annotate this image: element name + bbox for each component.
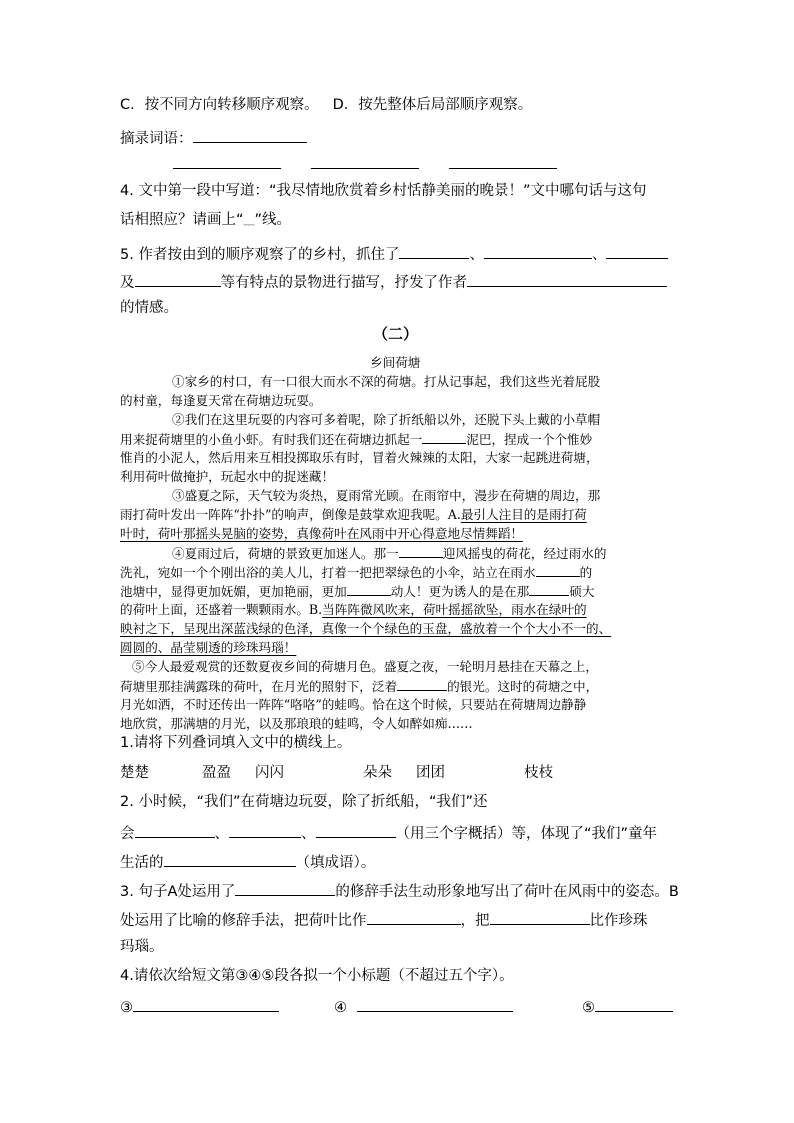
word-4: 朵朵 [363,765,392,781]
word-6: 枝枝 [524,765,553,781]
q5-line3: 的情感。 [120,300,178,316]
word-1: 楚楚 [120,765,149,781]
option-d: D．按先整体后局部顺序观察。 [332,97,533,113]
p4-line4 [120,601,587,620]
p4-line3-a: 池塘中，显得更加妩媚，更加艳丽，更加 [120,584,347,599]
p4-line2 [120,563,592,583]
q3-line3: 玛瑙。 [120,939,164,955]
p5-line2 [120,677,598,697]
q4-answer-5 [582,995,673,1018]
q2-line3 [120,850,375,873]
q2-text-a: 会 [120,826,135,842]
p2-line2-b: 泥巴，捏成一个个惟妙 [466,432,593,447]
q5-blank-5[interactable] [467,270,667,287]
q2-text-d: （填成语）。 [295,855,376,871]
p3-line1: ③盛夏之际，天气较为炎热，夏雨常光顾。在雨帘中，漫步在荷塘的周边，那 [172,488,601,503]
q4-blank-5[interactable] [595,995,673,1012]
extract-blank-3[interactable] [311,152,419,169]
q1-text: 1.请将下列叠词填入文中的横线上。 [120,735,352,751]
p4-blank-3[interactable] [347,582,391,596]
p4-blank-4[interactable] [529,582,569,596]
q3-text-b: 的修辞手法生动形象地写出了荷叶在风雨中的姿态。B [335,884,679,900]
p4-line1-b: 迎风摇曳的荷花，经过雨水的 [442,546,607,561]
q5-line2 [120,270,667,293]
p5-line4: 地欣赏，那满塘的月光，以及那琅琅的蛙鸣，令人如醉如痴…… [120,716,473,731]
q2-blank-1[interactable] [135,821,215,838]
q4-answer-4 [334,995,513,1018]
p2-line1: ②我们在这里玩耍的内容可多着呢，除了折纸船以外，还脱下头上戴的小草帽 [172,412,601,427]
p4-blank-1[interactable] [399,544,443,558]
p3-line2 [120,506,587,525]
p5-line2-b: 的银光。这时的荷塘之中， [447,679,599,694]
sentence-b-start: 当阵阵微风吹来，荷叶摇摇欲坠，雨水在绿叶的 [322,602,587,617]
q2-sep-2: 、 [301,826,316,842]
q3-blank-1[interactable] [235,879,335,896]
sentence-b-end: 圆圆的、晶莹剔透的珍珠玛瑙！ [120,640,297,655]
q4-answer-3 [120,995,279,1018]
p4-line1 [172,544,606,564]
p5-blank[interactable] [397,677,447,691]
p2-line2 [120,430,592,450]
q3-text-c: 处运用了比喻的修辞手法，把荷叶比作 [120,913,367,929]
q3-text-a: 3. 句子A处运用了 [120,884,236,900]
q2-text-c: 生活的 [120,855,164,871]
extract-blank-2[interactable] [173,152,281,169]
extract-label: 摘录词语： [120,131,193,147]
q2-blank-4[interactable] [164,850,296,867]
q5-blank-4[interactable] [135,270,221,287]
word-2: 盈盈 [202,765,231,781]
q2-blank-2[interactable] [229,821,301,838]
p4-blank-2[interactable] [536,563,580,577]
sentence-b-mid: 映衬之下，呈现出深蓝浅绿的色泽，真像一个个绿色的玉盘，盛放着一个个大小不一的、 [120,621,612,636]
q5-line1 [120,242,668,265]
p4-line1-a: ④夏雨过后，荷塘的景致更加迷人。那一 [172,546,399,561]
p5-line1: ⑤今人最爱观赏的还数夏夜乡间的荷塘月色。盛夏之夜，一轮明月悬挂在天幕之上， [132,659,598,674]
q3-text-e: 比作珍珠 [589,913,648,929]
extract-words-line [120,126,307,149]
q3-blank-3[interactable] [490,908,590,925]
q4-line2 [120,210,291,231]
p2-line3: 惟肖的小泥人，然后用来互相投掷取乐有时，冒着火辣辣的太阳，大家一起跳进荷塘， [120,450,599,465]
q3-blank-2[interactable] [367,908,461,925]
p1-line1: ①家乡的村口，有一口很大而水不深的荷塘。打从记事起，我们这些光着屁股 [172,374,601,389]
wavy-line-mark: ﹏ [243,214,255,227]
q5-blank-3[interactable] [606,242,668,259]
p2-line4: 利用荷叶做掩护，玩起水中的捉迷藏！ [120,469,335,484]
p2-line2-a: 用来捉荷塘里的小鱼小虾。有时我们还在荷塘边抓起一 [120,432,423,447]
q5-text-a: 5. 作者按由到的顺序观察了的乡村，抓住了 [120,247,400,263]
q3-line1 [120,879,679,902]
q2-line1: 2. 小时候，“我们”在荷塘边玩耍，除了折纸船，“我们”还 [120,794,488,810]
q5-text-c: 等有特点的景物进行描写，抒发了作者 [220,275,467,291]
p5-line3: 月光如洒，不时还传出一阵阵“咯咯”的蛙鸣。恰在这个时候，只要站在荷塘周边静静 [120,697,587,712]
sentence-a-start: 最引人注目的是雨打荷 [460,507,587,522]
q4-line1: 4. 文中第一段中写道：“我尽情地欣赏着乡村恬静美丽的晚景！”文中哪句话与这句 [120,183,647,199]
circle-5-marker: ⑤ [582,1000,595,1016]
q4-blank-4[interactable] [357,995,513,1012]
word-3: 闪闪 [255,765,284,781]
q5-sep-1: 、 [469,247,484,263]
p2-blank[interactable] [422,430,466,444]
p4-line2-a: 洗礼，宛如一个个刚出浴的美人儿，打着一把把翠绿色的小伞，站立在雨水 [120,565,536,580]
option-c-d-line [120,95,532,115]
p4-line4-a: 的荷叶上面，还盛着一颗颗雨水。B. [120,602,323,617]
q4-blank-3[interactable] [133,995,279,1012]
extract-blanks-row [173,152,557,175]
section-label: （二） [373,325,419,343]
sentence-a-end: 叶时，荷叶那摇头晃脑的姿势，真像荷叶在风雨中开心得意地尽情舞蹈！ [120,526,523,541]
word-5: 团团 [416,765,445,781]
q5-sep-2: 、 [591,247,607,263]
extract-blank-4[interactable] [449,152,557,169]
q2-blank-3[interactable] [316,821,396,838]
p4-line3-b: 动人！更为诱人的是在那 [390,584,530,599]
q2-line2 [120,821,657,844]
p3-line2-a: 雨打荷叶发出一阵阵“扑扑”的响声，倒像是鼓掌欢迎我呢。A. [120,507,461,522]
q4-line2-end: ”线。 [254,212,292,228]
circle-4-marker: ④ [334,1000,347,1016]
q4-part2-text: 4.请依次给短文第③④⑤段各拟一个小标题（不超过五个字）。 [120,968,514,984]
q5-text-b: 及 [120,275,135,291]
p4-line3 [120,582,594,602]
p4-line2-b: 的 [579,565,593,580]
q4-line2-text: 话相照应？请画上“ [120,212,244,228]
q5-blank-1[interactable] [399,242,469,259]
q5-blank-2[interactable] [484,242,592,259]
extract-blank-1[interactable] [193,126,307,143]
q2-text-b: （用三个字概括）等，体现了“我们”童年 [395,826,658,842]
p5-line2-a: 荷塘里那挂满露珠的荷叶，在月光的照射下，泛着 [120,679,398,694]
passage-title: 乡间荷塘 [370,355,421,370]
q2-sep-1: 、 [214,826,229,842]
option-c: C．按不同方向转移顺序观察。 [120,97,319,113]
p4-line3-c: 硕大 [569,584,595,599]
p1-line2: 的村童，每逢夏天常在荷塘边玩耍。 [120,393,322,408]
q3-text-d: ，把 [460,913,490,929]
q3-line2 [120,908,648,931]
circle-3-marker: ③ [120,1000,133,1016]
